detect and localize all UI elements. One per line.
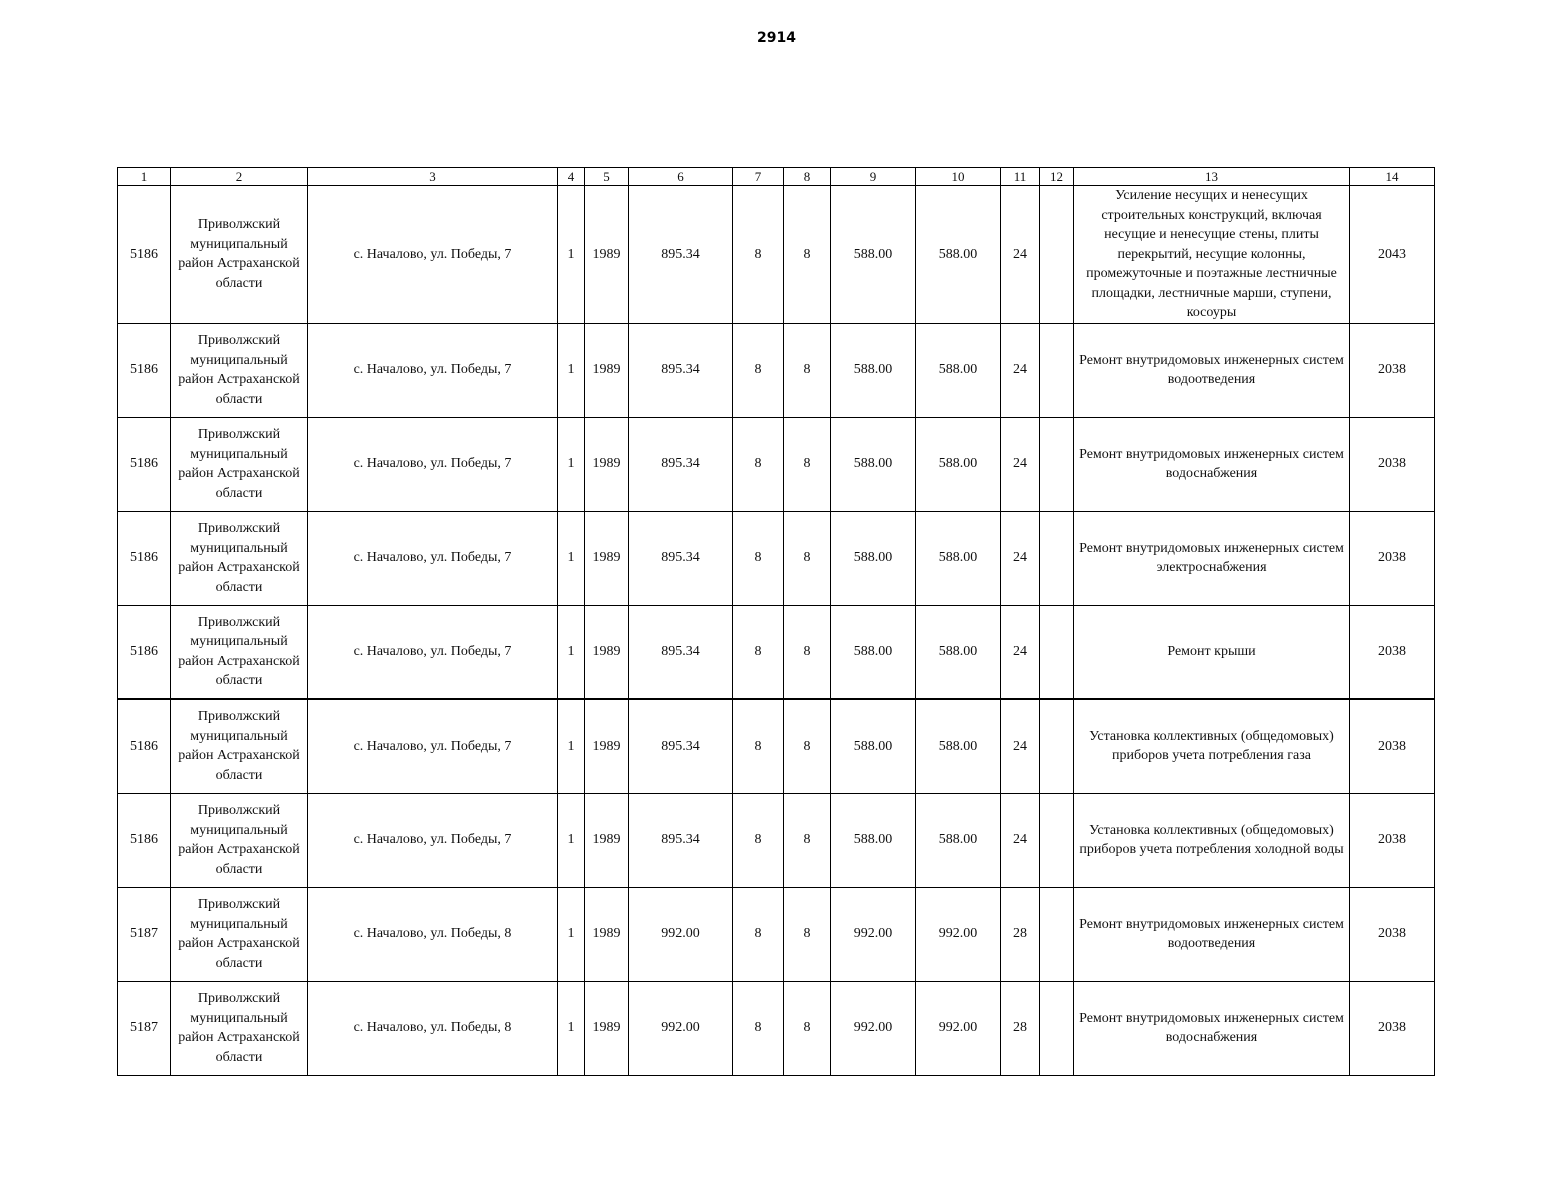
address-cell: с. Началово, ул. Победы, 7 <box>308 793 558 887</box>
col12-cell <box>1040 793 1074 887</box>
col10-cell: 588.00 <box>916 511 1001 605</box>
col11-cell: 24 <box>1001 417 1040 511</box>
col8-cell: 8 <box>784 511 831 605</box>
col12-cell <box>1040 605 1074 699</box>
work-type-cell: Установка коллективных (общедомовых) приборов учета потребления газа <box>1074 699 1350 793</box>
year-cell: 1989 <box>585 186 629 324</box>
year-cell: 1989 <box>585 699 629 793</box>
column-header: 10 <box>916 168 1001 186</box>
region-cell: Приволжский муниципальный район Астраханской области <box>171 887 308 981</box>
column-header: 9 <box>831 168 916 186</box>
total-area-cell: 895.34 <box>629 323 733 417</box>
column-header: 7 <box>733 168 784 186</box>
region-cell: Приволжский муниципальный район Астраханской области <box>171 323 308 417</box>
column-header: 3 <box>308 168 558 186</box>
col7-cell: 8 <box>733 793 784 887</box>
year-cell: 1989 <box>585 511 629 605</box>
col11-cell: 24 <box>1001 186 1040 324</box>
column-header: 13 <box>1074 168 1350 186</box>
col8-cell: 8 <box>784 605 831 699</box>
col8-cell: 8 <box>784 793 831 887</box>
col9-cell: 588.00 <box>831 793 916 887</box>
planned-year-cell: 2038 <box>1350 417 1435 511</box>
planned-year-cell: 2038 <box>1350 793 1435 887</box>
planned-year-cell: 2043 <box>1350 186 1435 324</box>
col10-cell: 588.00 <box>916 793 1001 887</box>
col9-cell: 588.00 <box>831 323 916 417</box>
total-area-cell: 895.34 <box>629 699 733 793</box>
col10-cell: 992.00 <box>916 887 1001 981</box>
col10-cell: 588.00 <box>916 323 1001 417</box>
table-row <box>118 981 1435 1075</box>
planned-year-cell: 2038 <box>1350 511 1435 605</box>
address-cell: с. Началово, ул. Победы, 7 <box>308 323 558 417</box>
col8-cell: 8 <box>784 417 831 511</box>
col8-cell: 8 <box>784 323 831 417</box>
col12-cell <box>1040 186 1074 324</box>
col11-cell: 28 <box>1001 887 1040 981</box>
table-row <box>118 793 1435 887</box>
region-cell: Приволжский муниципальный район Астраханской области <box>171 417 308 511</box>
col12-cell <box>1040 323 1074 417</box>
col9-cell: 588.00 <box>831 417 916 511</box>
planned-year-cell: 2038 <box>1350 887 1435 981</box>
house-id-cell: 5186 <box>118 323 171 417</box>
col7-cell: 8 <box>733 186 784 324</box>
region-cell: Приволжский муниципальный район Астраханской области <box>171 981 308 1075</box>
col12-cell <box>1040 887 1074 981</box>
region-cell: Приволжский муниципальный район Астраханской области <box>171 699 308 793</box>
column-header: 2 <box>171 168 308 186</box>
col7-cell: 8 <box>733 511 784 605</box>
region-cell: Приволжский муниципальный район Астраханской области <box>171 511 308 605</box>
col11-cell: 28 <box>1001 981 1040 1075</box>
col12-cell <box>1040 417 1074 511</box>
planned-year-cell: 2038 <box>1350 605 1435 699</box>
region-cell: Приволжский муниципальный район Астраханской области <box>171 793 308 887</box>
total-area-cell: 895.34 <box>629 511 733 605</box>
house-id-cell: 5186 <box>118 699 171 793</box>
address-cell: с. Началово, ул. Победы, 8 <box>308 981 558 1075</box>
col4-cell: 1 <box>558 699 585 793</box>
total-area-cell: 992.00 <box>629 981 733 1075</box>
col10-cell: 588.00 <box>916 417 1001 511</box>
address-cell: с. Началово, ул. Победы, 7 <box>308 699 558 793</box>
page-number: 2914 <box>757 30 796 46</box>
col12-cell <box>1040 981 1074 1075</box>
col8-cell: 8 <box>784 699 831 793</box>
col9-cell: 588.00 <box>831 511 916 605</box>
col7-cell: 8 <box>733 323 784 417</box>
col11-cell: 24 <box>1001 699 1040 793</box>
house-id-cell: 5186 <box>118 605 171 699</box>
house-id-cell: 5186 <box>118 186 171 324</box>
col10-cell: 992.00 <box>916 981 1001 1075</box>
work-type-cell: Ремонт внутридомовых инженерных систем водоснабжения <box>1074 417 1350 511</box>
work-type-cell: Ремонт крыши <box>1074 605 1350 699</box>
planned-year-cell: 2038 <box>1350 699 1435 793</box>
work-type-cell: Ремонт внутридомовых инженерных систем водоотведения <box>1074 887 1350 981</box>
region-cell: Приволжский муниципальный район Астраханской области <box>171 186 308 324</box>
address-cell: с. Началово, ул. Победы, 7 <box>308 417 558 511</box>
year-cell: 1989 <box>585 793 629 887</box>
table-row <box>118 323 1435 417</box>
col11-cell: 24 <box>1001 511 1040 605</box>
table-row <box>118 511 1435 605</box>
address-cell: с. Началово, ул. Победы, 7 <box>308 511 558 605</box>
region-cell: Приволжский муниципальный район Астраханской области <box>171 605 308 699</box>
col9-cell: 992.00 <box>831 887 916 981</box>
total-area-cell: 895.34 <box>629 793 733 887</box>
col8-cell: 8 <box>784 981 831 1075</box>
col7-cell: 8 <box>733 981 784 1075</box>
work-type-cell: Ремонт внутридомовых инженерных систем водоотведения <box>1074 323 1350 417</box>
col4-cell: 1 <box>558 981 585 1075</box>
col11-cell: 24 <box>1001 323 1040 417</box>
work-type-cell: Ремонт внутридомовых инженерных систем электроснабжения <box>1074 511 1350 605</box>
col9-cell: 588.00 <box>831 605 916 699</box>
year-cell: 1989 <box>585 605 629 699</box>
col4-cell: 1 <box>558 323 585 417</box>
header-row <box>118 168 1435 186</box>
address-cell: с. Началово, ул. Победы, 7 <box>308 605 558 699</box>
col4-cell: 1 <box>558 417 585 511</box>
column-header: 6 <box>629 168 733 186</box>
column-header: 8 <box>784 168 831 186</box>
address-cell: с. Началово, ул. Победы, 8 <box>308 887 558 981</box>
house-id-cell: 5186 <box>118 417 171 511</box>
work-type-cell: Усиление несущих и ненесущих строительных конструкций, включая несущие и ненесущие стены, плиты перекрытий, несущие колонны, промежуточные и поэтажные лестничные площадки, лестничные марши, ступени, косоуры <box>1074 186 1350 324</box>
total-area-cell: 895.34 <box>629 605 733 699</box>
total-area-cell: 895.34 <box>629 186 733 324</box>
total-area-cell: 895.34 <box>629 417 733 511</box>
col7-cell: 8 <box>733 699 784 793</box>
address-cell: с. Началово, ул. Победы, 7 <box>308 186 558 324</box>
col8-cell: 8 <box>784 186 831 324</box>
col12-cell <box>1040 699 1074 793</box>
house-id-cell: 5187 <box>118 887 171 981</box>
column-header: 1 <box>118 168 171 186</box>
column-header: 12 <box>1040 168 1074 186</box>
col11-cell: 24 <box>1001 605 1040 699</box>
column-header: 5 <box>585 168 629 186</box>
col4-cell: 1 <box>558 605 585 699</box>
col9-cell: 588.00 <box>831 186 916 324</box>
planned-year-cell: 2038 <box>1350 323 1435 417</box>
col7-cell: 8 <box>733 887 784 981</box>
year-cell: 1989 <box>585 981 629 1075</box>
col7-cell: 8 <box>733 605 784 699</box>
table-row <box>118 186 1435 324</box>
col11-cell: 24 <box>1001 793 1040 887</box>
table-row <box>118 605 1435 699</box>
col9-cell: 588.00 <box>831 699 916 793</box>
planned-year-cell: 2038 <box>1350 981 1435 1075</box>
col10-cell: 588.00 <box>916 605 1001 699</box>
col9-cell: 992.00 <box>831 981 916 1075</box>
table-row <box>118 887 1435 981</box>
col4-cell: 1 <box>558 887 585 981</box>
col7-cell: 8 <box>733 417 784 511</box>
house-id-cell: 5187 <box>118 981 171 1075</box>
year-cell: 1989 <box>585 417 629 511</box>
total-area-cell: 992.00 <box>629 887 733 981</box>
table-row <box>118 699 1435 793</box>
col10-cell: 588.00 <box>916 186 1001 324</box>
col12-cell <box>1040 511 1074 605</box>
column-header: 14 <box>1350 168 1435 186</box>
col4-cell: 1 <box>558 511 585 605</box>
col10-cell: 588.00 <box>916 699 1001 793</box>
col8-cell: 8 <box>784 887 831 981</box>
work-type-cell: Установка коллективных (общедомовых) приборов учета потребления холодной воды <box>1074 793 1350 887</box>
column-header: 11 <box>1001 168 1040 186</box>
col4-cell: 1 <box>558 793 585 887</box>
house-id-cell: 5186 <box>118 511 171 605</box>
year-cell: 1989 <box>585 887 629 981</box>
work-type-cell: Ремонт внутридомовых инженерных систем водоснабжения <box>1074 981 1350 1075</box>
year-cell: 1989 <box>585 323 629 417</box>
column-header: 4 <box>558 168 585 186</box>
table-row <box>118 417 1435 511</box>
col4-cell: 1 <box>558 186 585 324</box>
register-table <box>117 167 1435 1076</box>
house-id-cell: 5186 <box>118 793 171 887</box>
